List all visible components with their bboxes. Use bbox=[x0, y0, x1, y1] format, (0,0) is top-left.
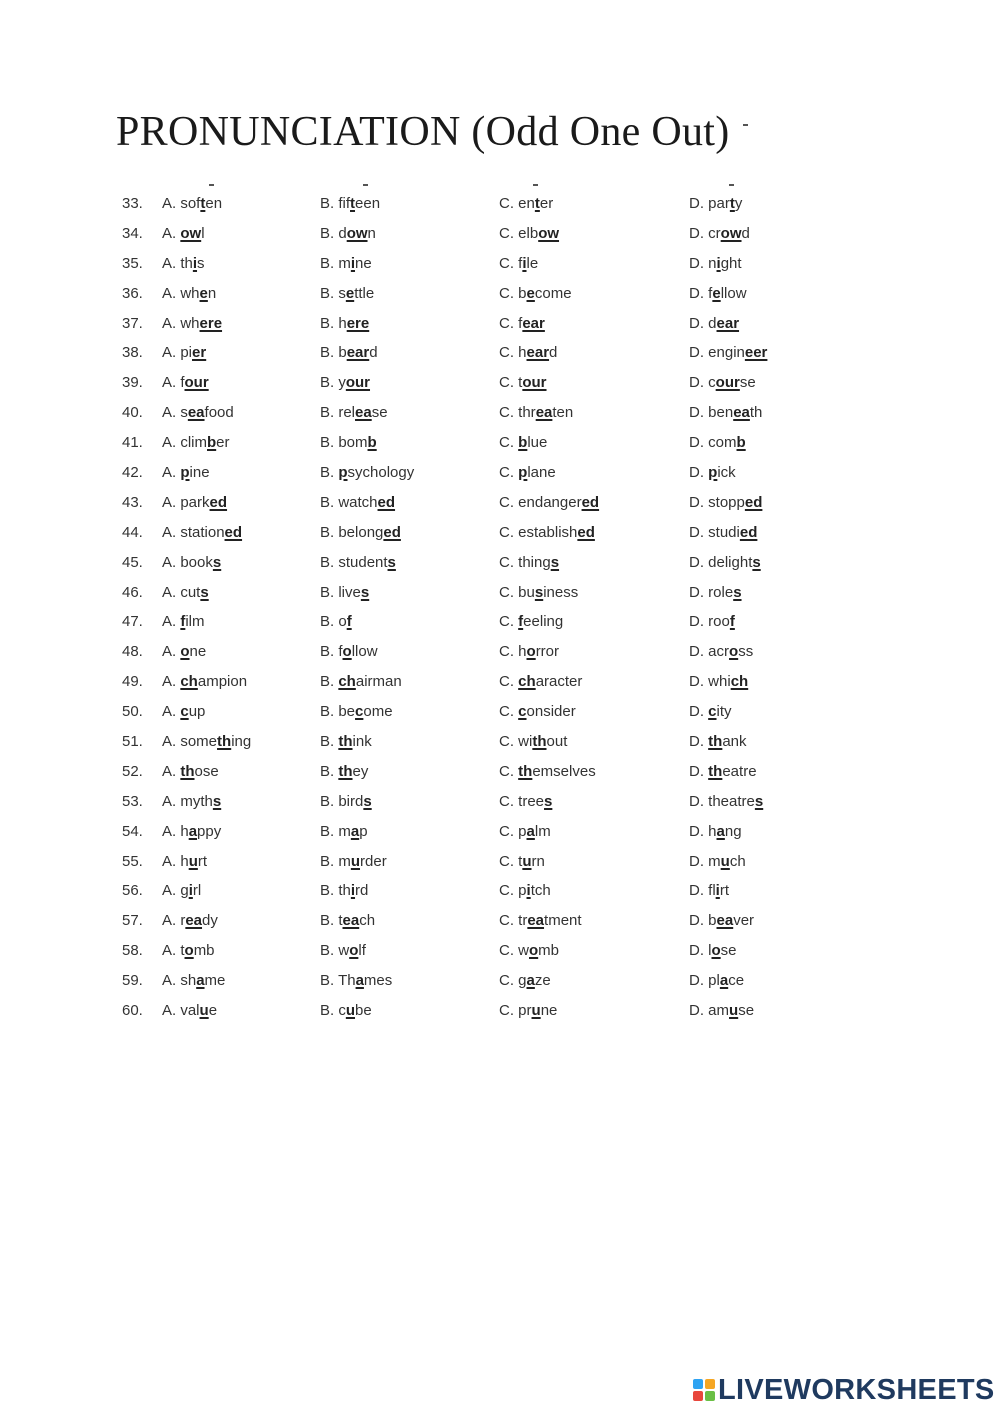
title-mark bbox=[743, 124, 748, 126]
underlined-sound: our bbox=[522, 374, 547, 392]
underlined-sound: th bbox=[532, 733, 547, 751]
option-b: B. cube bbox=[320, 1002, 372, 1020]
question-number: 58. bbox=[122, 942, 143, 960]
underlined-sound: u bbox=[531, 1002, 541, 1020]
underlined-sound: th bbox=[338, 733, 353, 751]
underlined-sound: th bbox=[338, 762, 353, 780]
underlined-sound: b bbox=[367, 434, 377, 452]
underlined-sound: c bbox=[355, 703, 364, 721]
underlined-sound: s bbox=[544, 792, 553, 810]
option-d: D. city bbox=[689, 703, 732, 721]
option-a: A. books bbox=[162, 553, 222, 571]
underlined-sound: ea bbox=[187, 404, 205, 422]
option-b: B. chairman bbox=[320, 673, 402, 691]
underlined-sound: ed bbox=[377, 493, 396, 511]
underlined-sound: ed bbox=[739, 523, 758, 541]
underlined-sound: a bbox=[526, 972, 535, 990]
question-number: 48. bbox=[122, 643, 143, 661]
underlined-sound: ere bbox=[346, 314, 370, 332]
underlined-sound: i bbox=[522, 254, 527, 272]
option-c: C. business bbox=[499, 583, 579, 601]
option-b: B. murder bbox=[320, 852, 387, 870]
option-b: B. Thames bbox=[320, 972, 393, 990]
underlined-sound: u bbox=[729, 1002, 739, 1020]
column-mark-c bbox=[533, 184, 538, 186]
option-c: C. become bbox=[499, 284, 572, 302]
underlined-sound: c bbox=[180, 703, 189, 721]
question-number: 43. bbox=[122, 493, 143, 511]
option-d: D. roof bbox=[689, 613, 735, 631]
option-b: B. mine bbox=[320, 254, 372, 272]
underlined-sound: a bbox=[526, 822, 535, 840]
question-number: 42. bbox=[122, 464, 143, 482]
underlined-sound: th bbox=[708, 733, 723, 751]
underlined-sound: th bbox=[180, 762, 195, 780]
question-number: 55. bbox=[122, 852, 143, 870]
option-b: B. fifteen bbox=[320, 195, 381, 212]
underlined-sound: a bbox=[716, 822, 725, 840]
question-number: 39. bbox=[122, 374, 143, 392]
underlined-sound: o bbox=[526, 643, 536, 661]
option-d: D. thank bbox=[689, 733, 747, 751]
question-row bbox=[0, 249, 1000, 279]
underlined-sound: eer bbox=[744, 344, 768, 362]
question-number: 34. bbox=[122, 224, 143, 242]
option-b: B. become bbox=[320, 703, 393, 721]
column-mark-b bbox=[363, 184, 368, 186]
underlined-sound: i bbox=[716, 254, 721, 272]
underlined-sound: f bbox=[729, 613, 735, 631]
question-row bbox=[0, 309, 1000, 339]
option-d: D. hang bbox=[689, 822, 742, 840]
option-b: B. third bbox=[320, 882, 369, 900]
option-c: C. character bbox=[499, 673, 583, 691]
question-row bbox=[0, 727, 1000, 757]
option-d: D. much bbox=[689, 852, 746, 870]
option-d: D. theatres bbox=[689, 792, 764, 810]
question-row bbox=[0, 817, 1000, 847]
option-d: D. amuse bbox=[689, 1002, 755, 1020]
underlined-sound: ea bbox=[535, 404, 553, 422]
underlined-sound: ch bbox=[730, 673, 749, 691]
option-d: D. course bbox=[689, 374, 756, 392]
question-row bbox=[0, 279, 1000, 309]
option-d: D. across bbox=[689, 643, 754, 661]
option-d: D. delights bbox=[689, 553, 761, 571]
underlined-sound: ear bbox=[526, 344, 550, 362]
question-row bbox=[0, 219, 1000, 249]
underlined-sound: t bbox=[350, 195, 356, 212]
option-a: A. stationed bbox=[162, 523, 243, 541]
underlined-sound: o bbox=[529, 942, 539, 960]
option-c: C. endangered bbox=[499, 493, 600, 511]
option-d: D. night bbox=[689, 254, 742, 272]
option-c: C. tour bbox=[499, 374, 547, 392]
question-number: 52. bbox=[122, 762, 143, 780]
question-number: 57. bbox=[122, 912, 143, 930]
underlined-sound: ea bbox=[527, 912, 545, 930]
underlined-sound: th bbox=[518, 762, 533, 780]
option-a: A. seafood bbox=[162, 404, 234, 422]
option-a: A. champion bbox=[162, 673, 248, 691]
underlined-sound: ea bbox=[185, 912, 203, 930]
option-c: C. without bbox=[499, 733, 568, 751]
underlined-sound: ed bbox=[224, 523, 243, 541]
question-number: 51. bbox=[122, 733, 143, 751]
underlined-sound: a bbox=[355, 972, 364, 990]
underlined-sound: ow bbox=[346, 224, 368, 242]
option-b: B. students bbox=[320, 553, 396, 571]
option-d: D. lose bbox=[689, 942, 737, 960]
option-d: D. which bbox=[689, 673, 749, 691]
option-c: C. enter bbox=[499, 195, 554, 212]
question-number: 33. bbox=[122, 195, 143, 212]
underlined-sound: u bbox=[522, 852, 532, 870]
option-b: B. of bbox=[320, 613, 352, 631]
question-number: 47. bbox=[122, 613, 143, 631]
underlined-sound: s bbox=[200, 583, 209, 601]
underlined-sound: ear bbox=[346, 344, 370, 362]
underlined-sound: s bbox=[754, 792, 764, 810]
question-number: 54. bbox=[122, 822, 143, 840]
option-b: B. think bbox=[320, 733, 372, 751]
question-number: 53. bbox=[122, 792, 143, 810]
option-b: B. wolf bbox=[320, 942, 366, 960]
underlined-sound: t bbox=[729, 195, 735, 212]
option-a: A. four bbox=[162, 374, 209, 392]
underlined-sound: o bbox=[711, 942, 721, 960]
underlined-sound: th bbox=[708, 762, 723, 780]
option-a: A. cuts bbox=[162, 583, 209, 601]
underlined-sound: s bbox=[212, 553, 222, 571]
option-d: D. roles bbox=[689, 583, 742, 601]
question-row bbox=[0, 787, 1000, 817]
underlined-sound: s bbox=[387, 553, 396, 571]
brand-logo bbox=[693, 1372, 995, 1408]
option-d: D. crowd bbox=[689, 224, 750, 242]
option-a: A. owl bbox=[162, 224, 205, 242]
option-c: C. womb bbox=[499, 942, 560, 960]
underlined-sound: ed bbox=[577, 523, 595, 541]
underlined-sound: i bbox=[526, 882, 531, 900]
underlined-sound: i bbox=[188, 882, 193, 900]
question-row bbox=[0, 578, 1000, 608]
option-d: D. party bbox=[689, 195, 743, 212]
option-c: C. pitch bbox=[499, 882, 551, 900]
option-a: A. parked bbox=[162, 493, 228, 511]
underlined-sound: b bbox=[207, 434, 217, 452]
underlined-sound: s bbox=[752, 553, 761, 571]
option-a: A. when bbox=[162, 284, 217, 302]
question-row bbox=[0, 757, 1000, 787]
question-row bbox=[0, 338, 1000, 368]
underlined-sound: p bbox=[708, 464, 718, 482]
question-number: 36. bbox=[122, 284, 143, 302]
underlined-sound: a bbox=[196, 972, 205, 990]
question-row bbox=[0, 548, 1000, 578]
option-d: D. comb bbox=[689, 434, 746, 452]
question-number: 49. bbox=[122, 673, 143, 691]
option-b: B. belonged bbox=[320, 523, 401, 541]
option-b: B. settle bbox=[320, 284, 375, 302]
option-b: B. your bbox=[320, 374, 371, 392]
underlined-sound: b bbox=[518, 434, 528, 452]
option-d: D. beaver bbox=[689, 912, 755, 930]
option-d: D. fellow bbox=[689, 284, 747, 302]
underlined-sound: ea bbox=[733, 404, 750, 422]
option-d: D. beneath bbox=[689, 404, 763, 422]
option-c: C. blue bbox=[499, 434, 548, 452]
underlined-sound: ow bbox=[538, 224, 560, 242]
question-number: 56. bbox=[122, 882, 143, 900]
question-row bbox=[0, 966, 1000, 996]
option-b: B. down bbox=[320, 224, 376, 242]
underlined-sound: f bbox=[180, 613, 186, 631]
option-a: A. something bbox=[162, 733, 252, 751]
question-row bbox=[0, 518, 1000, 548]
question-number: 45. bbox=[122, 553, 143, 571]
underlined-sound: c bbox=[518, 703, 527, 721]
option-d: D. theatre bbox=[689, 762, 757, 780]
underlined-sound: t bbox=[200, 195, 206, 212]
underlined-sound: ow bbox=[180, 224, 202, 242]
option-b: B. lives bbox=[320, 583, 370, 601]
option-d: D. stopped bbox=[689, 493, 763, 511]
question-row bbox=[0, 847, 1000, 877]
option-c: C. themselves bbox=[499, 762, 596, 780]
option-c: C. gaze bbox=[499, 972, 551, 990]
option-a: A. film bbox=[162, 613, 205, 631]
underlined-sound: u bbox=[350, 852, 361, 870]
underlined-sound: s bbox=[550, 553, 560, 571]
option-c: C. elbow bbox=[499, 224, 560, 242]
underlined-sound: ear bbox=[522, 314, 545, 332]
option-c: C. trees bbox=[499, 792, 553, 810]
option-b: B. teach bbox=[320, 912, 376, 930]
option-a: A. climber bbox=[162, 434, 230, 452]
option-d: D. dear bbox=[689, 314, 740, 332]
option-a: A. soften bbox=[162, 195, 223, 212]
option-c: C. fear bbox=[499, 314, 545, 332]
question-number: 38. bbox=[122, 344, 143, 362]
question-number: 44. bbox=[122, 523, 143, 541]
option-b: B. bomb bbox=[320, 434, 377, 452]
brand-name: LIVEWORKSHEETS bbox=[718, 1373, 995, 1406]
underlined-sound: a bbox=[350, 822, 360, 840]
underlined-sound: f bbox=[346, 613, 352, 631]
option-a: A. pine bbox=[162, 464, 210, 482]
question-number: 50. bbox=[122, 703, 143, 721]
underlined-sound: e bbox=[345, 284, 355, 302]
underlined-sound: s bbox=[360, 583, 370, 601]
question-row bbox=[0, 996, 1000, 1026]
underlined-sound: ere bbox=[199, 314, 223, 332]
underlined-sound: our bbox=[184, 374, 209, 392]
underlined-sound: o bbox=[184, 942, 194, 960]
underlined-sound: ch bbox=[518, 673, 536, 691]
option-c: C. threaten bbox=[499, 404, 574, 422]
question-number: 60. bbox=[122, 1002, 143, 1020]
question-row bbox=[0, 936, 1000, 966]
underlined-sound: i bbox=[350, 254, 356, 272]
underlined-sound: s bbox=[733, 583, 742, 601]
underlined-sound: b bbox=[736, 434, 746, 452]
underlined-sound: ow bbox=[720, 224, 742, 242]
question-row bbox=[0, 876, 1000, 906]
question-number: 37. bbox=[122, 314, 143, 332]
option-a: A. those bbox=[162, 762, 219, 780]
option-a: A. hurt bbox=[162, 852, 208, 870]
option-d: D. studied bbox=[689, 523, 758, 541]
option-c: C. things bbox=[499, 553, 560, 571]
question-row bbox=[0, 398, 1000, 428]
option-a: A. ready bbox=[162, 912, 218, 930]
option-c: C. feeling bbox=[499, 613, 564, 631]
option-a: A. shame bbox=[162, 972, 226, 990]
option-d: D. flirt bbox=[689, 882, 730, 900]
underlined-sound: ea bbox=[342, 912, 360, 930]
option-b: B. here bbox=[320, 314, 370, 332]
option-b: B. birds bbox=[320, 792, 372, 810]
option-d: D. engineer bbox=[689, 344, 768, 362]
column-mark-a bbox=[209, 184, 214, 186]
underlined-sound: u bbox=[188, 852, 198, 870]
option-a: A. value bbox=[162, 1002, 218, 1020]
underlined-sound: c bbox=[708, 703, 717, 721]
underlined-sound: ch bbox=[338, 673, 356, 691]
option-a: A. cup bbox=[162, 703, 206, 721]
underlined-sound: u bbox=[720, 852, 730, 870]
underlined-sound: ea bbox=[355, 404, 372, 422]
option-c: C. palm bbox=[499, 822, 551, 840]
underlined-sound: e bbox=[526, 284, 535, 302]
underlined-sound: s bbox=[363, 792, 372, 810]
question-number: 41. bbox=[122, 434, 143, 452]
underlined-sound: a bbox=[719, 972, 729, 990]
underlined-sound: ch bbox=[180, 673, 198, 691]
option-a: A. tomb bbox=[162, 942, 215, 960]
underlined-sound: ea bbox=[716, 912, 734, 930]
option-c: C. horror bbox=[499, 643, 560, 661]
option-b: B. follow bbox=[320, 643, 378, 661]
option-b: B. psychology bbox=[320, 464, 415, 482]
option-c: C. file bbox=[499, 254, 539, 272]
question-row bbox=[0, 607, 1000, 637]
underlined-sound: ed bbox=[581, 493, 600, 511]
question-row bbox=[0, 488, 1000, 518]
underlined-sound: th bbox=[217, 733, 232, 751]
option-a: A. myths bbox=[162, 792, 222, 810]
option-c: C. prune bbox=[499, 1002, 558, 1020]
underlined-sound: our bbox=[345, 374, 371, 392]
option-c: C. heard bbox=[499, 344, 558, 362]
option-b: B. release bbox=[320, 404, 388, 422]
option-a: A. girl bbox=[162, 882, 202, 900]
underlined-sound: i bbox=[350, 882, 356, 900]
question-row bbox=[0, 667, 1000, 697]
liveworksheets-icon bbox=[693, 1379, 715, 1401]
option-a: A. one bbox=[162, 643, 207, 661]
column-mark-d bbox=[729, 184, 734, 186]
option-c: C. consider bbox=[499, 703, 576, 721]
question-number: 46. bbox=[122, 583, 143, 601]
underlined-sound: er bbox=[192, 344, 207, 362]
underlined-sound: o bbox=[342, 643, 352, 661]
underlined-sound: e bbox=[712, 284, 721, 302]
underlined-sound: ear bbox=[716, 314, 740, 332]
underlined-sound: a bbox=[188, 822, 198, 840]
underlined-sound: s bbox=[534, 583, 544, 601]
option-c: C. turn bbox=[499, 852, 545, 870]
question-row bbox=[0, 697, 1000, 727]
underlined-sound: t bbox=[534, 195, 540, 212]
underlined-sound: u bbox=[345, 1002, 356, 1020]
underlined-sound: o bbox=[729, 643, 739, 661]
question-row bbox=[0, 368, 1000, 398]
question-list bbox=[0, 189, 1000, 1026]
option-a: A. happy bbox=[162, 822, 222, 840]
option-a: A. this bbox=[162, 254, 205, 272]
question-number: 59. bbox=[122, 972, 143, 990]
underlined-sound: i bbox=[715, 882, 720, 900]
question-row bbox=[0, 458, 1000, 488]
underlined-sound: p bbox=[518, 464, 528, 482]
option-c: C. treatment bbox=[499, 912, 582, 930]
question-number: 35. bbox=[122, 254, 143, 272]
question-number: 40. bbox=[122, 404, 143, 422]
underlined-sound: ed bbox=[744, 493, 763, 511]
page-title: PRONUNCIATION (Odd One Out) bbox=[116, 109, 730, 155]
underlined-sound: o bbox=[349, 942, 359, 960]
option-c: C. plane bbox=[499, 464, 556, 482]
underlined-sound: i bbox=[192, 254, 198, 272]
underlined-sound: s bbox=[212, 792, 222, 810]
underlined-sound: p bbox=[338, 464, 348, 482]
option-b: B. they bbox=[320, 762, 369, 780]
underlined-sound: f bbox=[518, 613, 524, 631]
option-d: D. place bbox=[689, 972, 745, 990]
underlined-sound: ed bbox=[209, 493, 228, 511]
underlined-sound: our bbox=[715, 374, 740, 392]
underlined-sound: p bbox=[180, 464, 190, 482]
question-row bbox=[0, 906, 1000, 936]
underlined-sound: o bbox=[180, 643, 190, 661]
underlined-sound: e bbox=[199, 284, 208, 302]
question-row bbox=[0, 637, 1000, 667]
option-b: B. watched bbox=[320, 493, 396, 511]
option-d: D. pick bbox=[689, 464, 736, 482]
underlined-sound: ed bbox=[383, 523, 401, 541]
option-b: B. beard bbox=[320, 344, 378, 362]
question-row bbox=[0, 428, 1000, 458]
option-b: B. map bbox=[320, 822, 368, 840]
option-a: A. where bbox=[162, 314, 223, 332]
option-a: A. pier bbox=[162, 344, 207, 362]
option-c: C. established bbox=[499, 523, 595, 541]
underlined-sound: u bbox=[199, 1002, 209, 1020]
question-row bbox=[0, 189, 1000, 219]
